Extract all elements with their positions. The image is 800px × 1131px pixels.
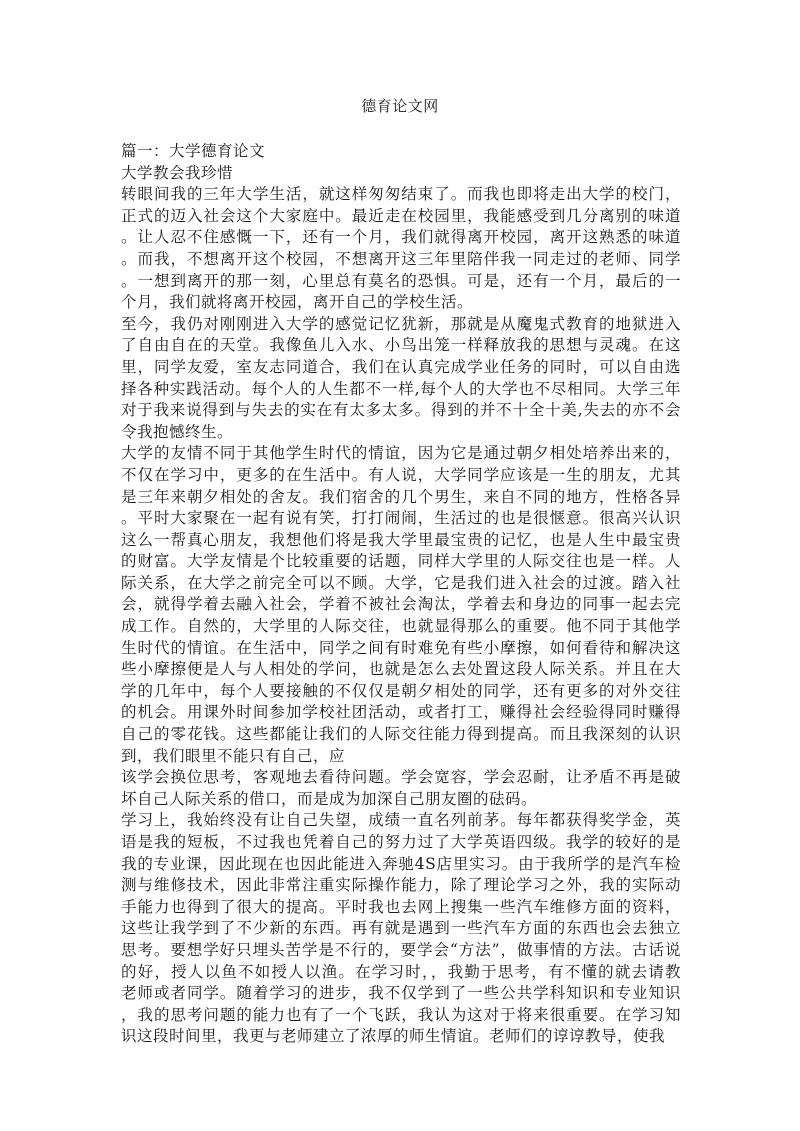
- paragraph-line: 不仅在学习中，更多的在生活中。有人说，大学同学应该是一生的朋友，尤其: [121, 465, 681, 484]
- paragraph-line: 会，就得学着去融入社会，学着不被社会淘汰，学着去和身边的同事一起去完: [121, 595, 681, 614]
- paragraph-line: 生时代的情谊。在生活中，同学之间有时难免有些小摩擦，如何看待和解决这: [121, 638, 681, 657]
- section-heading: 篇一：大学德育论文: [121, 142, 266, 160]
- paragraph-line: 坏自己人际关系的借口，而是成为加深自己朋友圈的砝码。: [121, 789, 538, 808]
- paragraph-line: 我的专业课，因此现在也因此能进入奔驰4S店里实习。由于我所学的是汽车检: [121, 854, 681, 873]
- paragraph-line: 择各种实践活动。每个人的人生都不一样,每个人的大学也不尽相同。大学三年: [121, 379, 681, 398]
- paragraph-line: 个月，我们就将离开校园，离开自己的学校生活。: [121, 293, 474, 312]
- paragraph-line: 了自由自在的天堂。我像鱼儿入水、小鸟出笼一样释放我的思想与灵魂。在这: [121, 336, 681, 355]
- paragraph: [121, 767, 681, 810]
- paragraph-line: 语是我的短板，不过我也凭着自己的努力过了大学英语四级。我学的较好的是: [121, 833, 681, 851]
- paragraph-line: 到，我们眼里不能只有自己，应: [121, 746, 346, 765]
- paragraph-line: 大学的友情不同于其他学生时代的情谊，因为它是通过朝夕相处培养出来的，: [121, 444, 681, 463]
- paragraph-line: 转眼间我的三年大学生活，就这样匆匆结束了。而我也即将走出大学的校门，: [121, 185, 681, 204]
- paragraph-line: 老师或者同学。随着学习的进步，我不仅学到了一些公共学科知识和专业知识: [121, 984, 681, 1003]
- paragraph-line: 。让人忍不住感慨一下，还有一个月，我们就得离开校园，离开这熟悉的味道: [121, 228, 681, 247]
- paragraph-line: ，我的思考问题的能力也有了一个飞跃，我认为这对于将来很重要。在学习知: [121, 1005, 681, 1024]
- paragraph-line: 际关系，在大学之前完全可以不顾。大学，它是我们进入社会的过渡。踏入社: [121, 573, 681, 592]
- paragraph: [121, 810, 681, 1048]
- paragraph: [121, 443, 681, 767]
- document-title: 德育论文网: [361, 97, 439, 115]
- paragraph-line: 对于我来说得到与失去的实在有太多太多。得到的并不十全十美,失去的亦不会: [121, 401, 681, 420]
- paragraph-line: 识这段时间里，我更与老师建立了浓厚的师生情谊。老师们的谆谆教导，使我: [121, 1027, 666, 1046]
- paragraph-line: 。一想到离开的那一刻，心里总有莫名的恐惧。可是，还有一个月，最后的一: [121, 271, 681, 290]
- paragraph-line: 的财富。大学友情是个比较重要的话题，同样大学里的人际交往也是一样。人: [121, 552, 681, 571]
- document-body: [121, 141, 681, 1048]
- paragraph-line: 的好，授人以鱼不如授人以渔。在学习时，，我勤于思考，有不懂的就去请教: [121, 962, 681, 981]
- paragraph: [121, 314, 681, 444]
- paragraph-line: 正式的迈入社会这个大家庭中。最近走在校园里，我能感受到几分离别的味道: [121, 206, 681, 225]
- paragraph-line: 。平时大家聚在一起有说有笑，打打闹闹，生活过的也是很惬意。很高兴认识: [121, 509, 681, 528]
- paragraph-line: 学习上，我始终没有让自己失望，成绩一直名列前茅。每年都获得奖学金，英: [121, 811, 681, 830]
- paragraph: [121, 184, 681, 314]
- paragraph-line: 该学会换位思考，客观地去看待问题。学会宽容，学会忍耐，让矛盾不再是破: [121, 768, 681, 787]
- paragraph-line: 自己的零花钱。这些都能让我们的人际交往能力得到提高。而且我深刻的认识: [121, 725, 681, 744]
- paragraph-line: 里，同学友爱，室友志同道合，我们在认真完成学业任务的同时，可以自由选: [121, 357, 681, 376]
- paragraph-line: 手能力也得到了很大的提高。平时我也去网上搜集一些汽车维修方面的资料，: [121, 897, 681, 916]
- paragraph-line: 至今，我仍对刚刚进入大学的感觉记忆犹新，那就是从魔鬼式教育的地狱进入: [121, 314, 681, 333]
- paragraph-line: 测与维修技术，因此非常注重实际操作能力，除了理论学习之外，我的实际动: [121, 876, 681, 895]
- paragraph-line: 学的几年中，每个人要接触的不仅仅是朝夕相处的同学，还有更多的对外交往: [121, 681, 681, 700]
- paragraph-line: 思考。要想学好只埋头苦学是不行的，要学会“方法”，做事情的方法。古话说: [121, 940, 681, 959]
- paragraph-line: 这些让我学到了不少新的东西。再有就是遇到一些汽车方面的东西也会去独立: [121, 919, 681, 938]
- paragraph-line: 。而我，不想离开这个校园，不想离开这三年里陪伴我一同走过的老师、同学: [121, 249, 681, 268]
- paragraph-line: 成工作。自然的，大学里的人际交往，也就显得那么的重要。他不同于其他学: [121, 617, 681, 636]
- paragraph-line: 令我抱憾终生。: [121, 422, 234, 441]
- paragraph-line: 的机会。用课外时间参加学校社团活动，或者打工，赚得社会经验得同时赚得: [121, 703, 681, 722]
- paragraph-line: 些小摩擦便是人与人相处的学问，也就是怎么去处置这段人际关系。并且在大: [121, 660, 681, 679]
- paragraph-line: 这么一帮真心朋友，我想他们将是我大学里最宝贵的记忆，也是人生中最宝贵: [121, 530, 681, 549]
- essay-title: 大学教会我珍惜: [121, 163, 234, 182]
- paragraph-line: 是三年来朝夕相处的舍友。我们宿舍的几个男生，来自不同的地方，性格各异: [121, 487, 681, 506]
